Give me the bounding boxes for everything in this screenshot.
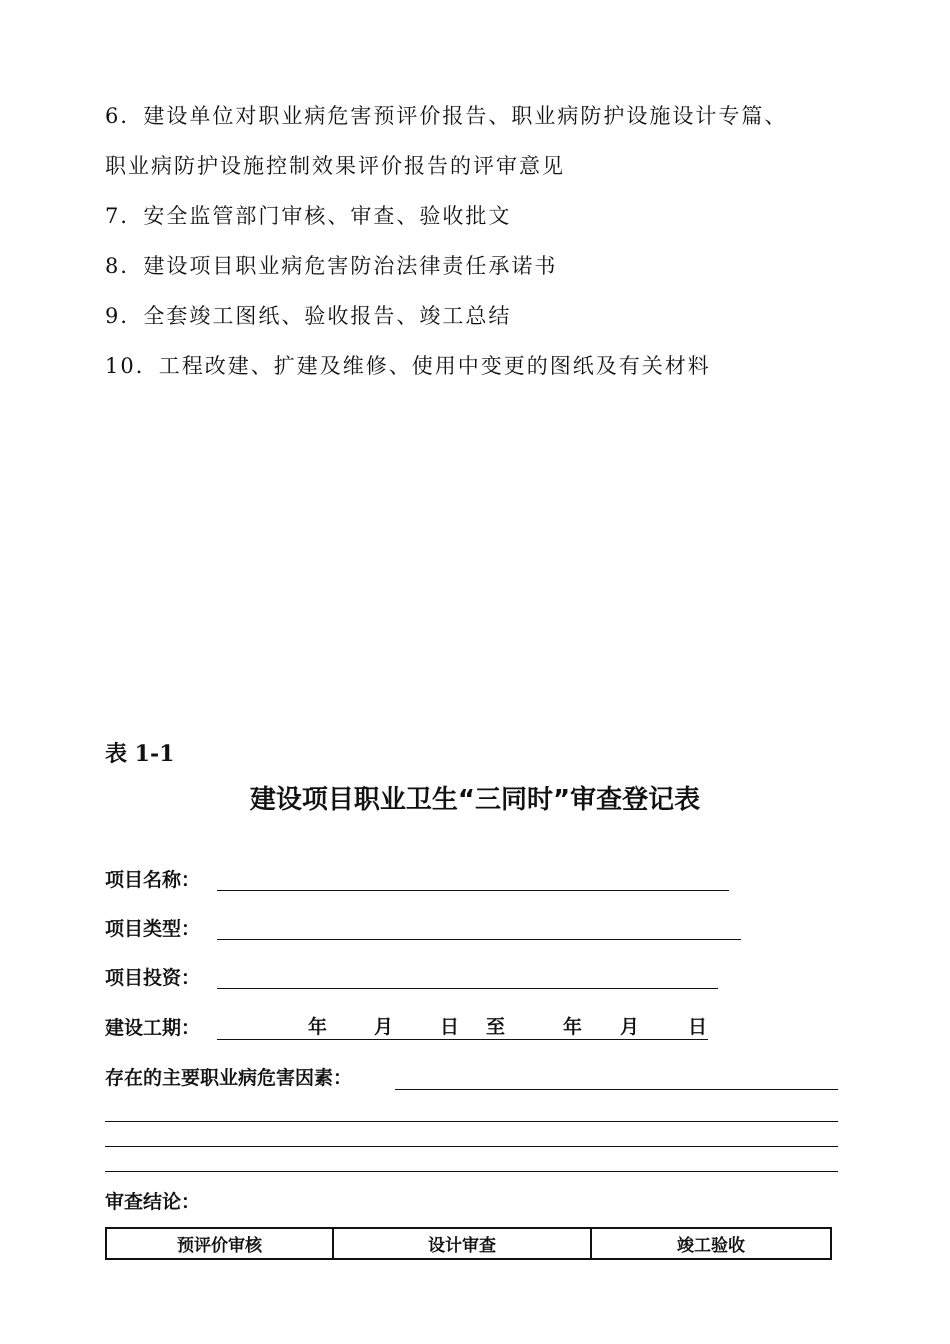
to-word: 至 (486, 1016, 506, 1038)
end-day-word: 日 (688, 1016, 708, 1038)
start-year-word: 年 (308, 1016, 328, 1038)
construction-period-field[interactable] (217, 1039, 708, 1040)
end-month-word: 月 (620, 1016, 640, 1038)
review-table-header-row (106, 1228, 831, 1259)
hazards-field-line-2[interactable] (105, 1121, 838, 1122)
project-investment-label: 项目投资： (105, 967, 201, 989)
header-pre-evaluation: 预评价审核 (106, 1228, 333, 1259)
hazards-field-line-3[interactable] (105, 1146, 838, 1147)
project-name-field[interactable] (217, 890, 729, 891)
doc-item-8: 8．建设项目职业病危害防治法律责任承诺书 (105, 254, 558, 278)
doc-item-10: 10．工程改建、扩建及维修、使用中变更的图纸及有关材料 (105, 354, 711, 378)
doc-item-7: 7．安全监管部门审核、审查、验收批文 (105, 204, 512, 228)
hazards-field-line-1[interactable] (395, 1089, 838, 1090)
hazards-label: 存在的主要职业病危害因素： (105, 1067, 353, 1089)
header-design-review: 设计审查 (333, 1228, 591, 1259)
end-year-word: 年 (563, 1016, 583, 1038)
project-name-label: 项目名称： (105, 869, 201, 891)
start-month-word: 月 (374, 1016, 394, 1038)
doc-item-9: 9．全套竣工图纸、验收报告、竣工总结 (105, 304, 512, 328)
form-title: 建设项目职业卫生“三同时”审查登记表 (249, 785, 701, 815)
conclusion-label: 审查结论： (105, 1191, 201, 1213)
start-day-word: 日 (440, 1016, 460, 1038)
project-type-label: 项目类型： (105, 918, 201, 940)
review-table (105, 1227, 832, 1260)
header-completion-acceptance: 竣工验收 (591, 1228, 831, 1259)
table-label: 表 1-1 (105, 741, 175, 767)
construction-period-label: 建设工期： (105, 1017, 201, 1039)
project-investment-field[interactable] (217, 988, 718, 989)
doc-item-6-continued: 职业病防护设施控制效果评价报告的评审意见 (105, 154, 565, 178)
project-type-field[interactable] (217, 939, 741, 940)
doc-item-6: 6．建设单位对职业病危害预评价报告、职业病防护设施设计专篇、 (105, 104, 788, 128)
hazards-field-line-4[interactable] (105, 1171, 838, 1172)
